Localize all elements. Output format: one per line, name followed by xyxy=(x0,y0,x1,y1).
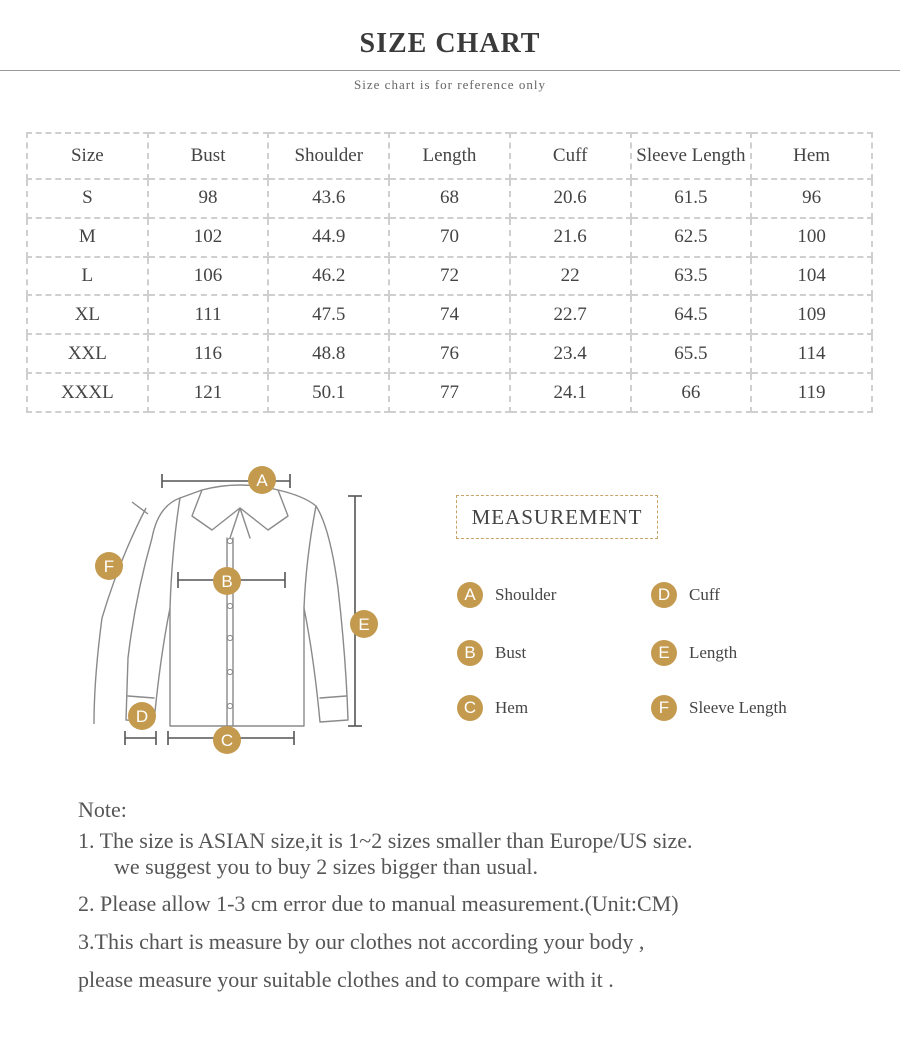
table-cell: 65.5 xyxy=(631,334,752,373)
letter-badge-icon: F xyxy=(651,695,677,721)
table-cell: 24.1 xyxy=(510,373,631,412)
letter-badge-icon: A xyxy=(457,582,483,608)
table-cell: 114 xyxy=(751,334,872,373)
table-cell: 23.4 xyxy=(510,334,631,373)
table-cell: 121 xyxy=(148,373,269,412)
table-cell: XXL xyxy=(27,334,148,373)
table-cell: 109 xyxy=(751,295,872,334)
legend-label: Length xyxy=(689,643,738,662)
table-cell: XXXL xyxy=(27,373,148,412)
legend-item-shoulder xyxy=(457,582,556,608)
note-line: 2. Please allow 1-3 cm error due to manual measurement.(Unit:CM) xyxy=(78,891,679,916)
legend-label: Bust xyxy=(495,643,527,662)
table-cell: 77 xyxy=(389,373,510,412)
svg-text:C: C xyxy=(220,731,234,750)
svg-text:F: F xyxy=(103,557,115,576)
table-cell: M xyxy=(27,218,148,257)
table-row xyxy=(27,334,872,373)
letter-badge-icon: C xyxy=(457,695,483,721)
table-cell: 46.2 xyxy=(268,257,389,296)
table-row xyxy=(27,257,872,296)
size-table xyxy=(26,132,873,413)
measurement-legend xyxy=(440,495,860,735)
column-header: Bust xyxy=(148,133,269,179)
svg-text:B: B xyxy=(221,572,233,591)
legend-title: MEASUREMENT xyxy=(456,495,658,539)
letter-badge-icon: D xyxy=(651,582,677,608)
legend-item-sleeve-length xyxy=(651,695,787,721)
note-line: we suggest you to buy 2 sizes bigger than usual. xyxy=(114,854,539,879)
table-cell: 47.5 xyxy=(268,295,389,334)
table-cell: 64.5 xyxy=(631,295,752,334)
table-row xyxy=(27,179,872,218)
column-header: Hem xyxy=(751,133,872,179)
table-row xyxy=(27,373,872,412)
table-cell: 43.6 xyxy=(268,179,389,218)
table-cell: 100 xyxy=(751,218,872,257)
table-cell: 76 xyxy=(389,334,510,373)
column-header: Shoulder xyxy=(268,133,389,179)
column-header: Size xyxy=(27,133,148,179)
note-line: please measure your suitable clothes and to compare with it . xyxy=(78,967,614,992)
table-row xyxy=(27,295,872,334)
column-header: Length xyxy=(389,133,510,179)
table-cell: L xyxy=(27,257,148,296)
table-cell: 111 xyxy=(148,295,269,334)
table-cell: 66 xyxy=(631,373,752,412)
svg-text:E: E xyxy=(358,615,370,634)
legend-label: Cuff xyxy=(689,585,720,604)
svg-text:D: D xyxy=(135,707,149,726)
table-cell: 62.5 xyxy=(631,218,752,257)
table-cell: 68 xyxy=(389,179,510,218)
table-cell: 119 xyxy=(751,373,872,412)
letter-badge-icon: E xyxy=(651,640,677,666)
table-cell: 48.8 xyxy=(268,334,389,373)
table-cell: 106 xyxy=(148,257,269,296)
table-cell: 104 xyxy=(751,257,872,296)
table-cell: 63.5 xyxy=(631,257,752,296)
column-header: Cuff xyxy=(510,133,631,179)
marker-c xyxy=(213,726,241,754)
note-line: 3.This chart is measure by our clothes not according your body , xyxy=(78,929,645,954)
legend-label: Shoulder xyxy=(495,585,557,604)
table-cell: S xyxy=(27,179,148,218)
table-cell: 21.6 xyxy=(510,218,631,257)
marker-a xyxy=(248,466,276,494)
legend-item-cuff xyxy=(651,582,720,608)
marker-b xyxy=(213,567,241,595)
table-cell: 50.1 xyxy=(268,373,389,412)
legend-label: Hem xyxy=(495,698,529,717)
marker-e xyxy=(350,610,378,638)
table-cell: 22.7 xyxy=(510,295,631,334)
marker-f xyxy=(95,552,123,580)
legend-item-length xyxy=(651,640,737,666)
table-cell: 72 xyxy=(389,257,510,296)
svg-text:A: A xyxy=(256,471,268,490)
shirt-diagram-icon xyxy=(80,458,400,758)
table-cell: 22 xyxy=(510,257,631,296)
legend-item-bust xyxy=(457,640,526,666)
table-cell: 70 xyxy=(389,218,510,257)
table-cell: 74 xyxy=(389,295,510,334)
table-cell: 61.5 xyxy=(631,179,752,218)
table-cell: 102 xyxy=(148,218,269,257)
table-header-row xyxy=(27,133,872,179)
table-cell: 116 xyxy=(148,334,269,373)
table-row xyxy=(27,218,872,257)
column-header: Sleeve Length xyxy=(631,133,752,179)
table-cell: 96 xyxy=(751,179,872,218)
table-cell: 44.9 xyxy=(268,218,389,257)
table-cell: 20.6 xyxy=(510,179,631,218)
legend-item-hem xyxy=(457,695,528,721)
page-subtitle: Size chart is for reference only xyxy=(354,77,546,92)
title-divider xyxy=(0,70,900,71)
notes-heading: Note: xyxy=(78,797,127,822)
letter-badge-icon: B xyxy=(457,640,483,666)
table-cell: 98 xyxy=(148,179,269,218)
page-title: SIZE CHART xyxy=(359,28,541,59)
table-cell: XL xyxy=(27,295,148,334)
legend-label: Sleeve Length xyxy=(689,698,787,717)
note-line: 1. The size is ASIAN size,it is 1~2 sizes smaller than Europe/US size. xyxy=(78,828,693,853)
marker-d xyxy=(128,702,156,730)
